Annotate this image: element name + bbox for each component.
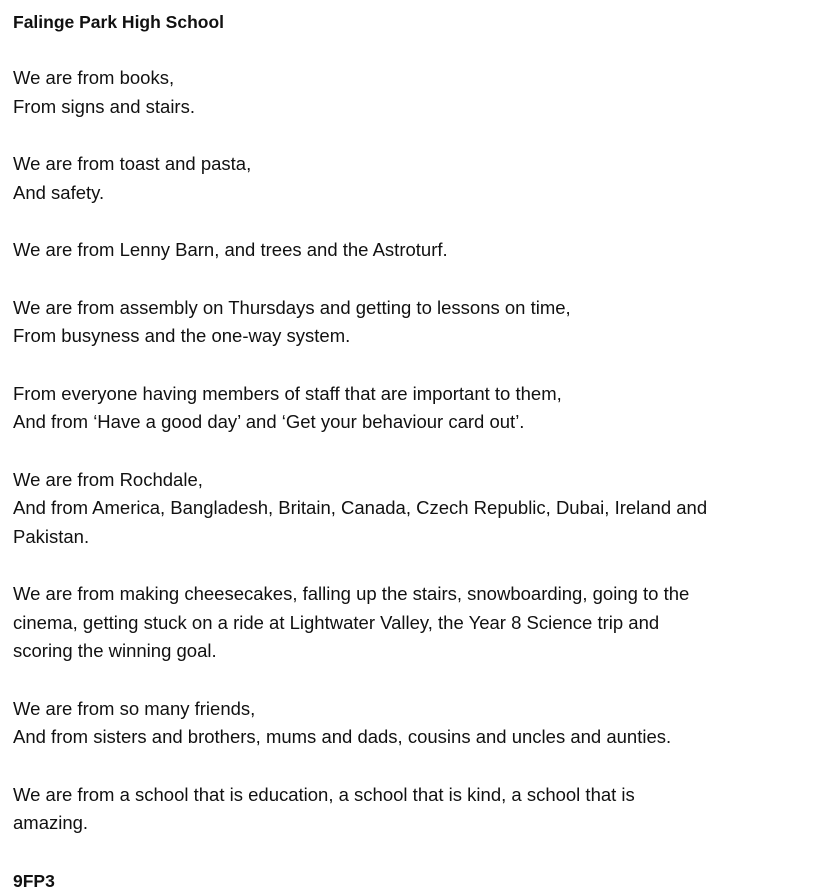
poem-line: We are from making cheesecakes, falling up the stairs, snowboarding, going to the [13, 583, 690, 604]
poem-line: scoring the winning goal. [13, 640, 217, 661]
class-signature: 9FP3 [13, 870, 55, 891]
poem-line: From busyness and the one-way system. [13, 325, 351, 346]
poem-line: Pakistan. [13, 525, 90, 547]
poem-line: We are from toast and pasta, [13, 153, 252, 174]
poem-line: And from America, Bangladesh, Britain, Canada, Czech Republic, Dubai, Ireland and [13, 497, 708, 518]
poem-line: From everyone having members of staff that are important to them, [13, 382, 562, 404]
poem-line: And from ‘Have a good day’ and ‘Get your behaviour card out’. [13, 411, 525, 432]
stanza-8 [13, 695, 818, 752]
poem-line: We are from books, [13, 67, 175, 88]
poem-line: And safety. [13, 181, 105, 203]
poem-line: We are from a school that is education, a school that is kind, a school that is [13, 783, 635, 805]
document-page [13, 8, 818, 895]
poem-line: cinema, getting stuck on a ride at Lightwater Valley, the Year 8 Science trip and [13, 611, 660, 633]
poem-line: We are from assembly on Thursdays and getting to lessons on time, [13, 296, 571, 318]
poem-line: We are from Rochdale, [13, 468, 203, 490]
stanza-5 [13, 380, 818, 437]
poem-line: We are from so many friends, [13, 697, 256, 719]
poem-line: amazing. [13, 812, 89, 833]
stanza-2 [13, 150, 818, 207]
poem-line: And from sisters and brothers, mums and dads, cousins and uncles and aunties. [13, 726, 672, 747]
stanza-1 [13, 64, 818, 121]
poem-line: From signs and stairs. [13, 95, 195, 117]
stanza-9 [13, 781, 818, 838]
stanza-3 [13, 236, 818, 265]
stanza-4 [13, 294, 818, 351]
stanza-7 [13, 580, 818, 666]
stanza-6 [13, 466, 818, 552]
poem-line: We are from Lenny Barn, and trees and the Astroturf. [13, 239, 448, 260]
document-title: Falinge Park High School [13, 12, 225, 32]
